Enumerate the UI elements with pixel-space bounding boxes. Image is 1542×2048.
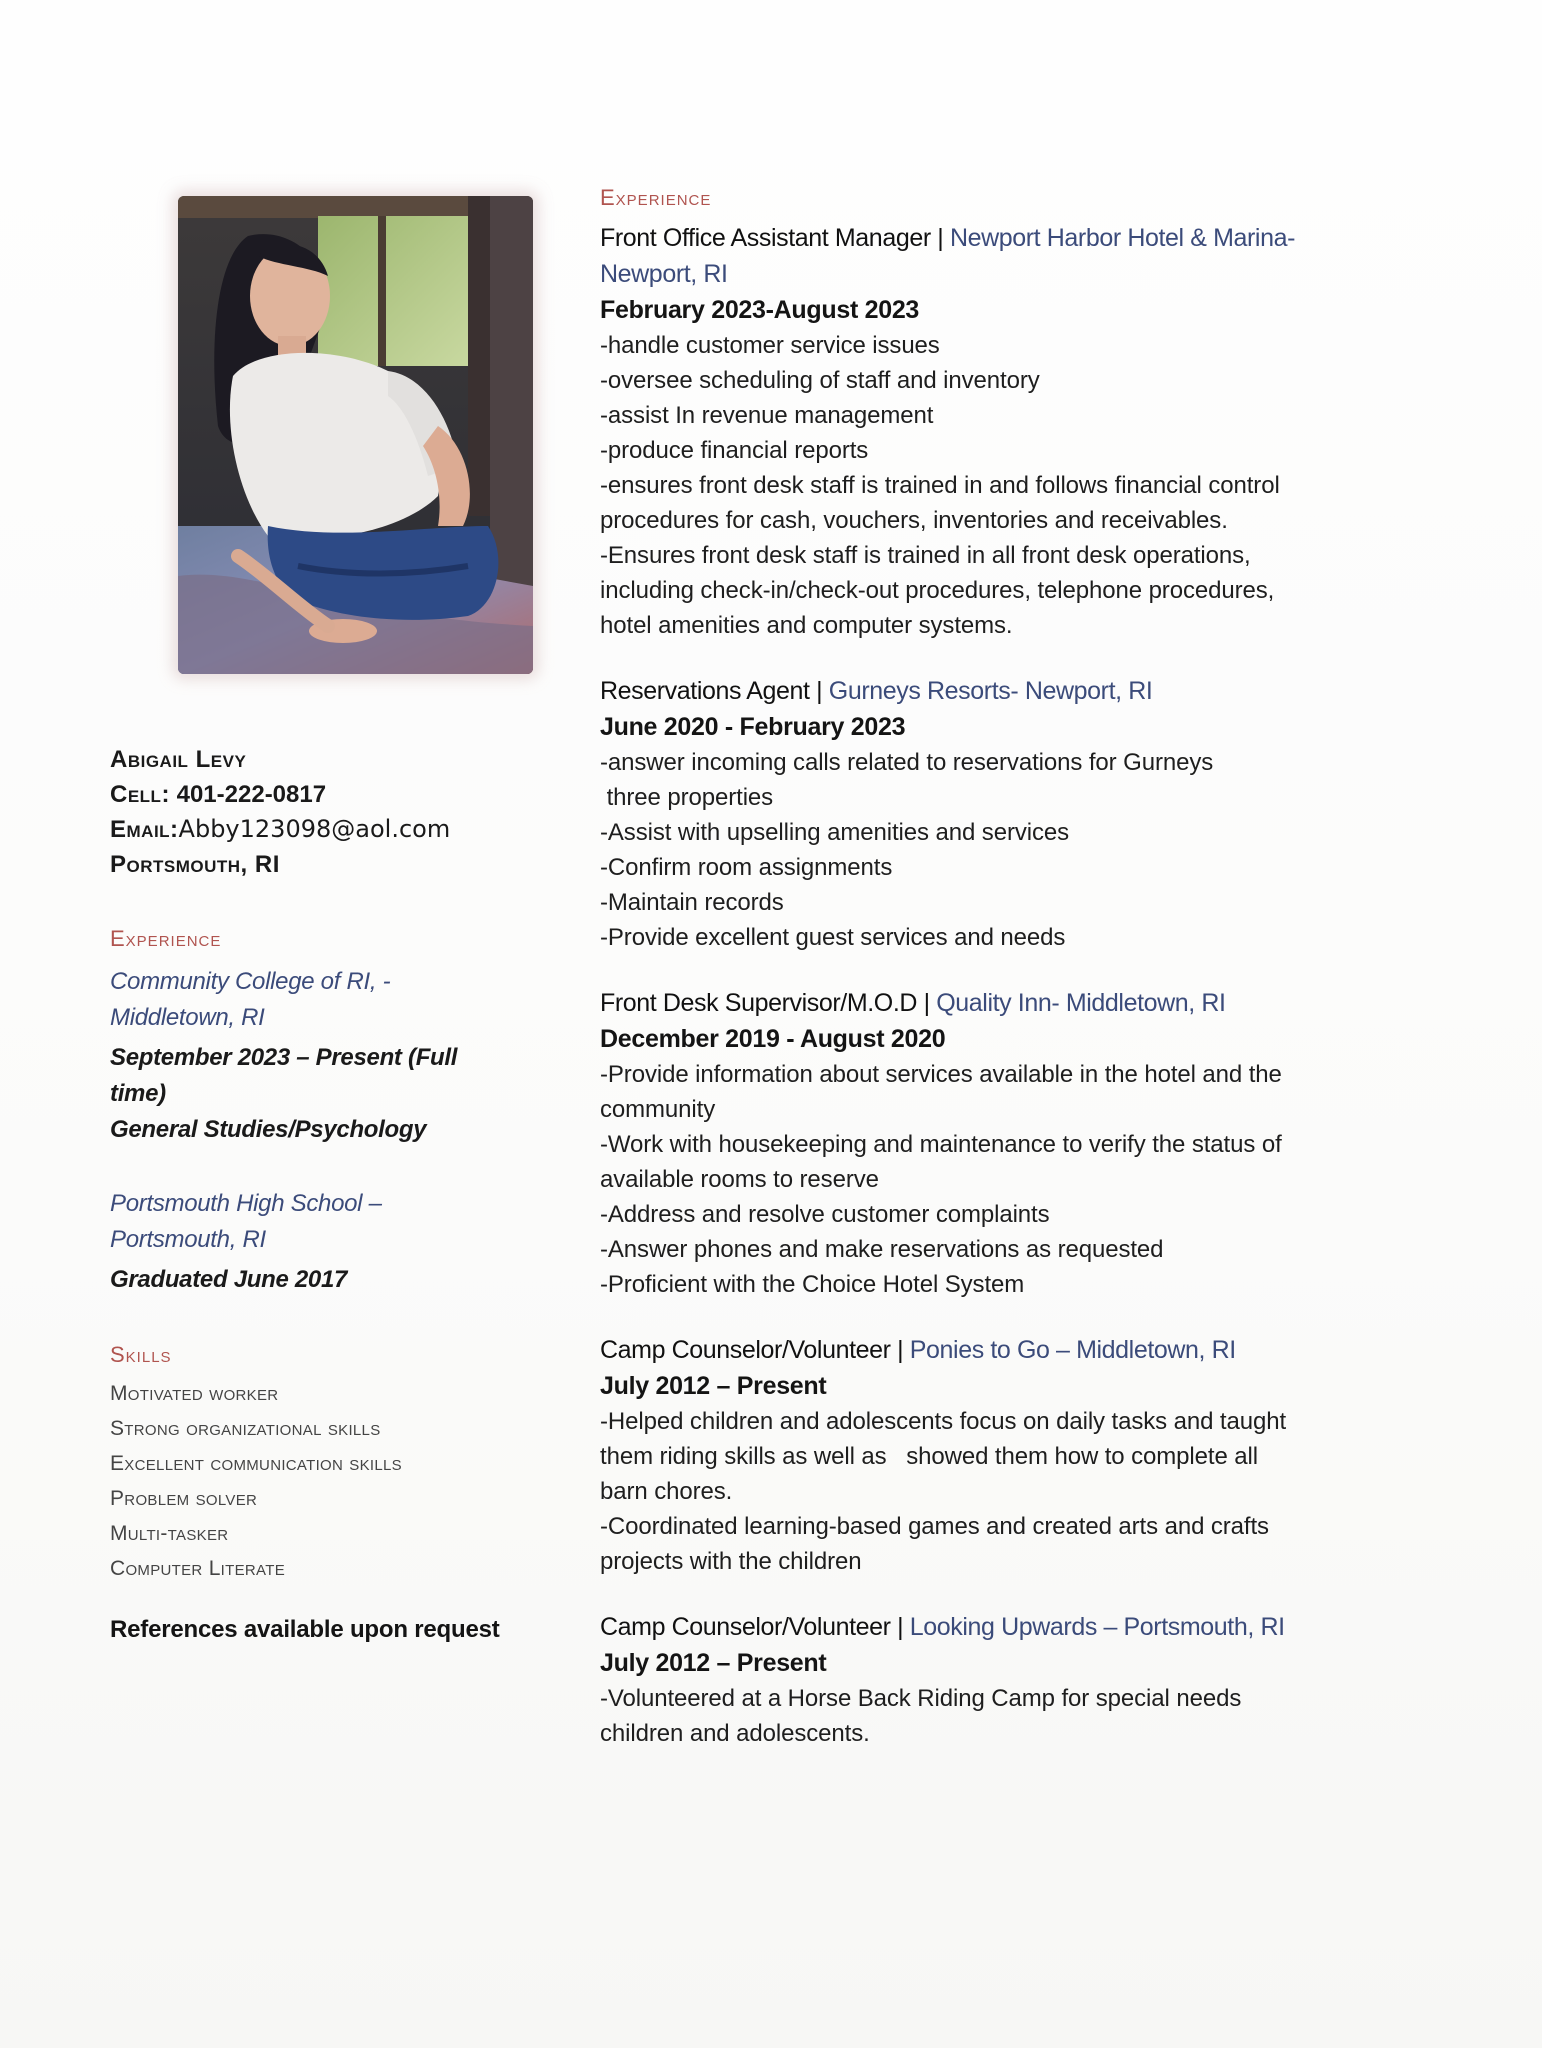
job-entry xyxy=(600,985,1400,1302)
skill-item: Multi-tasker xyxy=(110,1522,229,1545)
job-duty-line: community xyxy=(600,1096,716,1123)
job-duty-line: -Coordinated learning-based games and created arts and crafts xyxy=(600,1513,1269,1540)
school-detail-line: September 2023 – Present (Full xyxy=(110,1044,458,1071)
job-duty-line: -ensures front desk staff is trained in and follows financial control xyxy=(600,472,1280,499)
job-entry xyxy=(600,673,1400,955)
job-duty-line: -oversee scheduling of staff and inventory xyxy=(600,367,1040,394)
school-detail-line: Graduated June 2017 xyxy=(110,1266,348,1293)
phone-number: 401-222-0817 xyxy=(176,781,327,808)
school-detail-line: time) xyxy=(110,1080,166,1107)
job-entry xyxy=(600,1609,1400,1751)
job-entry xyxy=(600,1332,1400,1579)
job-title-line xyxy=(600,985,1400,1021)
school-name-line: Portsmouth High School – xyxy=(110,1190,382,1217)
job-duty-line: -handle customer service issues xyxy=(600,332,940,359)
job-dates: February 2023-August 2023 xyxy=(600,296,920,324)
profile-photo xyxy=(178,196,533,674)
job-company: Newport Harbor Hotel & Marina- xyxy=(949,224,1296,252)
job-dates: July 2012 – Present xyxy=(600,1372,827,1400)
job-company: Newport, RI xyxy=(600,260,728,288)
job-list xyxy=(600,220,1400,1751)
skill-item: Motivated worker xyxy=(110,1382,279,1405)
email-address: Abby123098@aol.com xyxy=(178,815,451,843)
job-duty-line: -Ensures front desk staff is trained in all front desk operations, xyxy=(600,542,1251,569)
job-duty-line: three properties xyxy=(600,784,774,811)
profile-photo-illustration xyxy=(178,196,533,674)
job-duty-line: -Answer phones and make reservations as requested xyxy=(600,1236,1164,1263)
job-duty-line: -Volunteered at a Horse Back Riding Camp for special needs xyxy=(600,1685,1242,1712)
right-column xyxy=(600,182,1400,1781)
job-duty-line: -Provide excellent guest services and needs xyxy=(600,924,1066,951)
skill-item: Strong organizational skills xyxy=(110,1417,381,1440)
job-title-line xyxy=(600,1332,1400,1368)
candidate-name: Abigail Levy xyxy=(110,746,247,773)
skill-item: Problem solver xyxy=(110,1487,258,1510)
job-duty-line: hotel amenities and computer systems. xyxy=(600,612,1013,639)
job-duties xyxy=(600,745,1400,955)
job-title-line xyxy=(600,1609,1400,1645)
references-note: References available upon request xyxy=(110,1616,500,1643)
job-company: Looking Upwards – Portsmouth, RI xyxy=(909,1613,1285,1641)
school-name-line: Portsmouth, RI xyxy=(110,1226,266,1253)
skill-item: Excellent communication skills xyxy=(110,1452,402,1475)
job-dates: December 2019 - August 2020 xyxy=(600,1025,946,1053)
education-entry xyxy=(110,1186,550,1298)
school-detail-line: General Studies/Psychology xyxy=(110,1116,427,1143)
school-name-line: Middletown, RI xyxy=(110,1004,265,1031)
job-title-line xyxy=(600,673,1400,709)
job-duty-line: -Address and resolve customer complaints xyxy=(600,1201,1050,1228)
job-title: Reservations Agent | xyxy=(600,677,823,705)
job-duty-line: -assist In revenue management xyxy=(600,402,934,429)
job-dates: June 2020 - February 2023 xyxy=(600,713,906,741)
job-duty-line: -Proficient with the Choice Hotel System xyxy=(600,1271,1025,1298)
education-entry xyxy=(110,964,550,1148)
job-company-line xyxy=(600,256,1400,292)
job-duties xyxy=(600,1681,1400,1751)
location: Portsmouth, RI xyxy=(110,851,280,878)
skills-list xyxy=(110,1376,550,1586)
job-duty-line: -answer incoming calls related to reservations for Gurneys xyxy=(600,749,1214,776)
job-duty-line: including check-in/check-out procedures, telephone procedures, xyxy=(600,577,1275,604)
phone-label: Cell: xyxy=(110,781,170,808)
job-duty-line: -Provide information about services available in the hotel and the xyxy=(600,1061,1282,1088)
job-title: Front Desk Supervisor/M.O.D | xyxy=(600,989,930,1017)
job-title: Camp Counselor/Volunteer | xyxy=(600,1613,904,1641)
job-dates: July 2012 – Present xyxy=(600,1649,827,1677)
job-title: Front Office Assistant Manager | xyxy=(600,224,944,252)
job-duty-line: barn chores. xyxy=(600,1478,733,1505)
contact-block xyxy=(110,742,550,882)
job-duty-line: them riding skills as well as showed them how to complete all xyxy=(600,1443,1258,1470)
job-duty-line: -Helped children and adolescents focus on daily tasks and taught xyxy=(600,1408,1287,1435)
job-duty-line: projects with the children xyxy=(600,1548,862,1575)
job-duty-line: procedures for cash, vouchers, inventories and receivables. xyxy=(600,507,1228,534)
skill-item: Computer Literate xyxy=(110,1557,286,1580)
job-title: Camp Counselor/Volunteer | xyxy=(600,1336,904,1364)
job-duty-line: -Maintain records xyxy=(600,889,784,916)
experience-heading: Experience xyxy=(600,185,712,210)
phone-line xyxy=(110,777,550,812)
job-duty-line: available rooms to reserve xyxy=(600,1166,879,1193)
job-duty-line: children and adolescents. xyxy=(600,1720,870,1747)
job-duties xyxy=(600,328,1400,643)
job-duty-line: -Assist with upselling amenities and services xyxy=(600,819,1070,846)
job-duty-line: -Confirm room assignments xyxy=(600,854,893,881)
email-line xyxy=(110,812,550,847)
job-company: Quality Inn- Middletown, RI xyxy=(936,989,1226,1017)
left-column xyxy=(110,742,550,1644)
job-duty-line: -produce financial reports xyxy=(600,437,869,464)
job-duties xyxy=(600,1404,1400,1579)
job-duty-line: -Work with housekeeping and maintenance to verify the status of xyxy=(600,1131,1282,1158)
job-duties xyxy=(600,1057,1400,1302)
skills-heading: Skills xyxy=(110,1342,172,1367)
education-heading: Experience xyxy=(110,926,222,951)
job-entry xyxy=(600,220,1400,643)
job-company: Ponies to Go – Middletown, RI xyxy=(909,1336,1236,1364)
job-company: Gurneys Resorts- Newport, RI xyxy=(828,677,1153,705)
job-title-line xyxy=(600,220,1400,256)
email-label: Email: xyxy=(110,816,179,843)
school-name-line: Community College of RI, - xyxy=(110,968,391,995)
